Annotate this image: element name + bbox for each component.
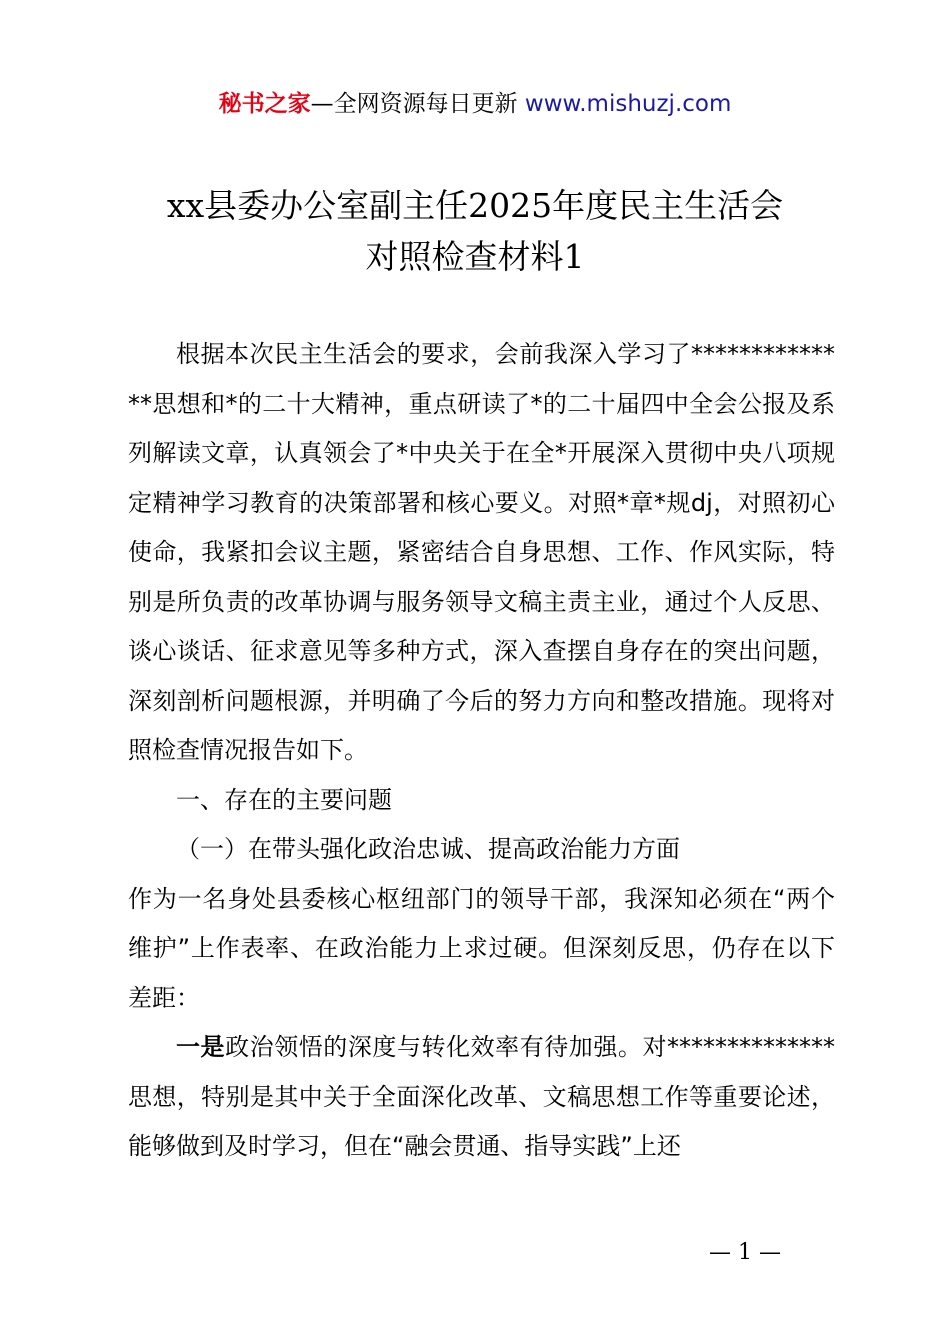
point-lead: 一是 <box>176 1033 226 1061</box>
site-url-link[interactable]: www.mishuzj.com <box>524 91 732 117</box>
site-header <box>0 88 950 120</box>
document-title <box>0 180 950 282</box>
section-heading: 一、存在的主要问题 <box>176 785 392 814</box>
brand-name: 秘书之家 <box>218 91 311 117</box>
brand-tagline: —全网资源每日更新 <box>310 91 518 117</box>
title-line-2: 对照检查材料1 <box>365 237 585 276</box>
subsection-heading: （一）在带头强化政治忠诚、提高政治能力方面 <box>176 835 680 863</box>
intro-paragraph: 根据本次民主生活会的要求，会前我深入学习了**************思想和*的二十大精神，重点研读了*的二十届四中全会公报及系列解读文章，认真领会了*中央关于在全*开展深入贯彻中央八项规定精神学习教育的决策部署和核心要义。对照*章*规dj，对照初心使命，我紧扣会议主题，紧密结合自身思想、工作、作风实际，特别是所负责的改革协调与服务领导文稿主责主业，通过个人反思、谈心谈话、征求意见等多种方式，深入查摆自身存在的突出问题，深刻剖析问题根源，并明确了今后的努力方向和整改措施。现将对照检查情况报告如下。 <box>128 340 835 764</box>
subsection-body: 作为一名身处县委核心枢纽部门的领导干部，我深知必须在“两个维护”上作表率、在政治能力上求过硬。但深刻反思，仍存在以下差距： <box>128 884 835 1012</box>
document-body <box>128 330 835 1172</box>
point-body: 政治领悟的深度与转化效率有待加强。对**************思想，特别是其中关于全面深化改革、文稿思想工作等重要论述，能够做到及时学习，但在“融会贯通、指导实践”上还 <box>128 1033 836 1160</box>
title-line-1: xx县委办公室副主任2025年度民主生活会 <box>166 186 784 225</box>
page-number: — 1 — <box>709 1240 781 1265</box>
point-paragraph <box>128 1023 835 1172</box>
